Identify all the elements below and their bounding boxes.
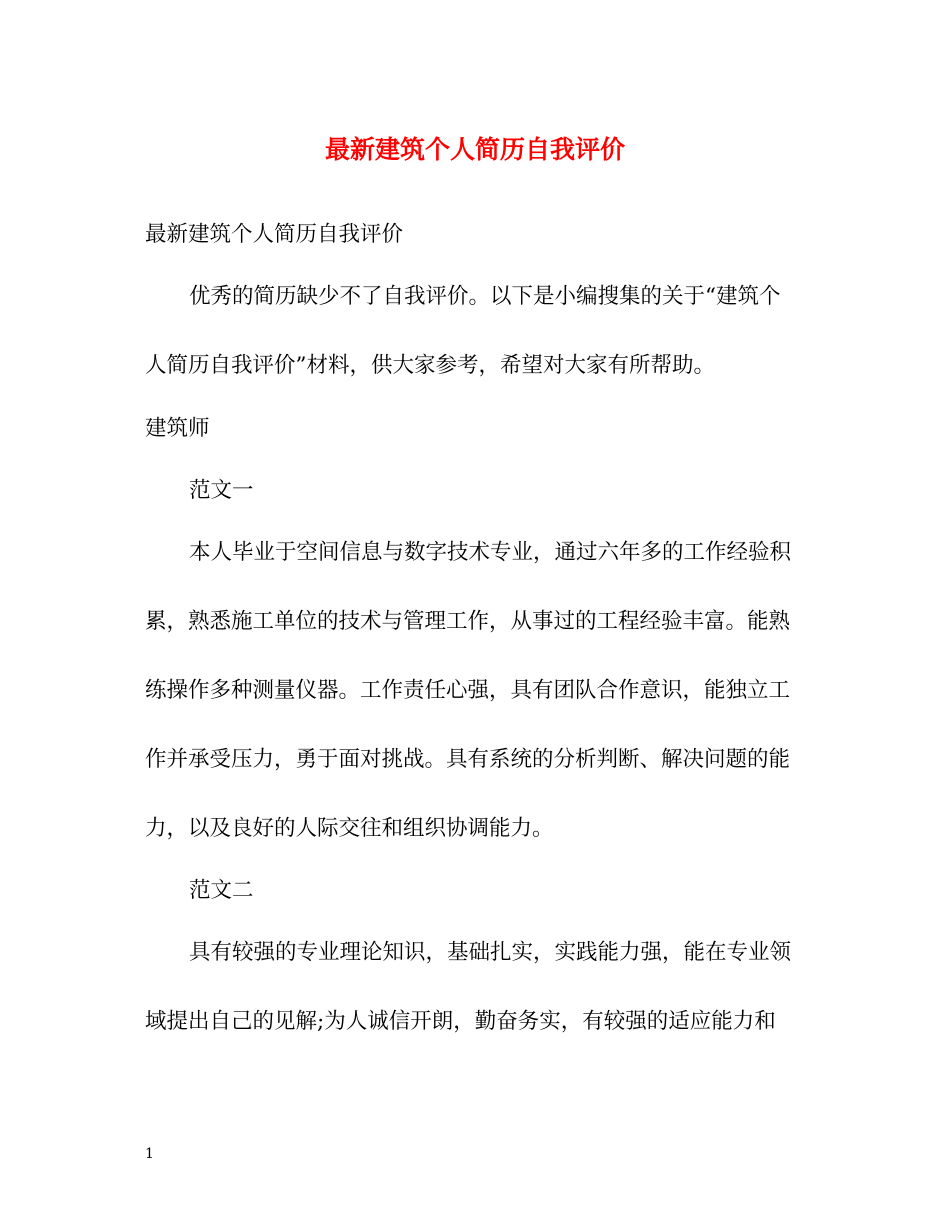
text-line-intro-1: 优秀的简历缺少不了自我评价。以下是小编搜集的关于“建筑个	[189, 284, 781, 309]
text-line-example1-1: 本人毕业于空间信息与数字技术专业，通过六年多的工作经验积	[189, 540, 792, 565]
text-line-example1-5: 力，以及良好的人际交往和组织协调能力。	[145, 816, 554, 841]
text-line-example1-4: 作并承受压力，勇于面对挑战。具有系统的分析判断、解决问题的能	[145, 747, 791, 772]
text-line-intro-2: 人简历自我评价”材料，供大家参考，希望对大家有所帮助。	[145, 353, 715, 378]
text-line-example1-2: 累，熟悉施工单位的技术与管理工作，从事过的工程经验丰富。能熟	[145, 609, 791, 634]
section-heading-architect: 建筑师	[145, 416, 210, 441]
example-heading-2: 范文二	[189, 878, 254, 903]
text-line-example2-1: 具有较强的专业理论知识，基础扎实，实践能力强，能在专业领	[189, 940, 792, 965]
text-line-subtitle: 最新建筑个人简历自我评价	[145, 222, 404, 247]
example-heading-1: 范文一	[189, 478, 254, 503]
text-line-example1-3: 练操作多种测量仪器。工作责任心强，具有团队合作意识，能独立工	[145, 678, 791, 703]
text-line-example2-2: 域提出自己的见解;为人诚信开朗，勤奋务实，有较强的适应能力和	[145, 1009, 776, 1034]
page-number: 1	[145, 1146, 154, 1162]
document-title: 最新建筑个人简历自我评价	[324, 135, 625, 164]
